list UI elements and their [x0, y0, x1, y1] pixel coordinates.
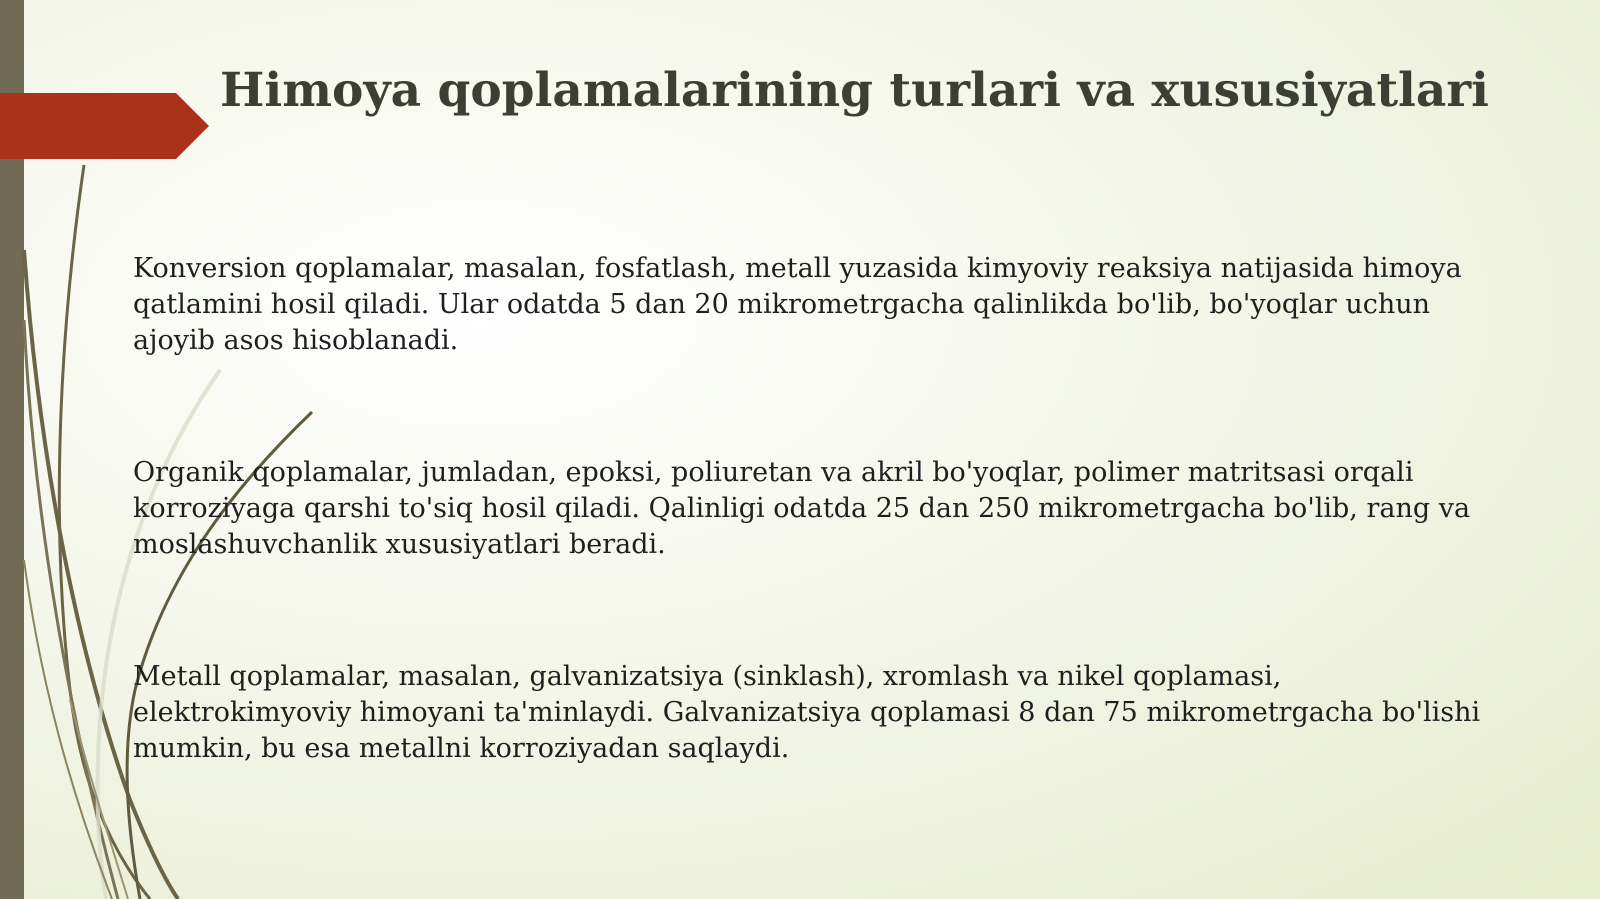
- paragraph-organic-coatings: Organik qoplamalar, jumladan, epoksi, poliuretan va akril bo'yoqlar, polimer matritsasi orqali korroziyaga qarshi to'siq hosil qiladi. Qalinligi odatda 25 dan 250 mikrometrgacha bo'lib, rang va moslashuvchanlik xususiyatlari beradi.: [133, 457, 1471, 560]
- paragraph-conversion-coatings: Konversion qoplamalar, masalan, fosfatlash, metall yuzasida kimyoviy reaksiya natijasida himoya qatlamini hosil qiladi. Ular odatda 5 dan 20 mikrometrgacha qalinlikda bo'lib, bo'yoqlar uchun ajoyib asos hisoblanadi.: [133, 253, 1462, 356]
- slide-title: Himoya qoplamalarining turlari va xususiyatlari: [220, 63, 1489, 118]
- title-arrow-banner: [0, 93, 209, 159]
- paragraph-metal-coatings: Metall qoplamalar, masalan, galvanizatsiya (sinklash), xromlash va nikel qoplamasi, elektrokimyoviy himoyani ta'minlaydi. Galvanizatsiya qoplamasi 8 dan 75 mikrometrgacha bo'lishi mumkin, bu esa metallni korroziyadan saqlaydi.: [133, 661, 1481, 764]
- slide-body: [133, 251, 1493, 767]
